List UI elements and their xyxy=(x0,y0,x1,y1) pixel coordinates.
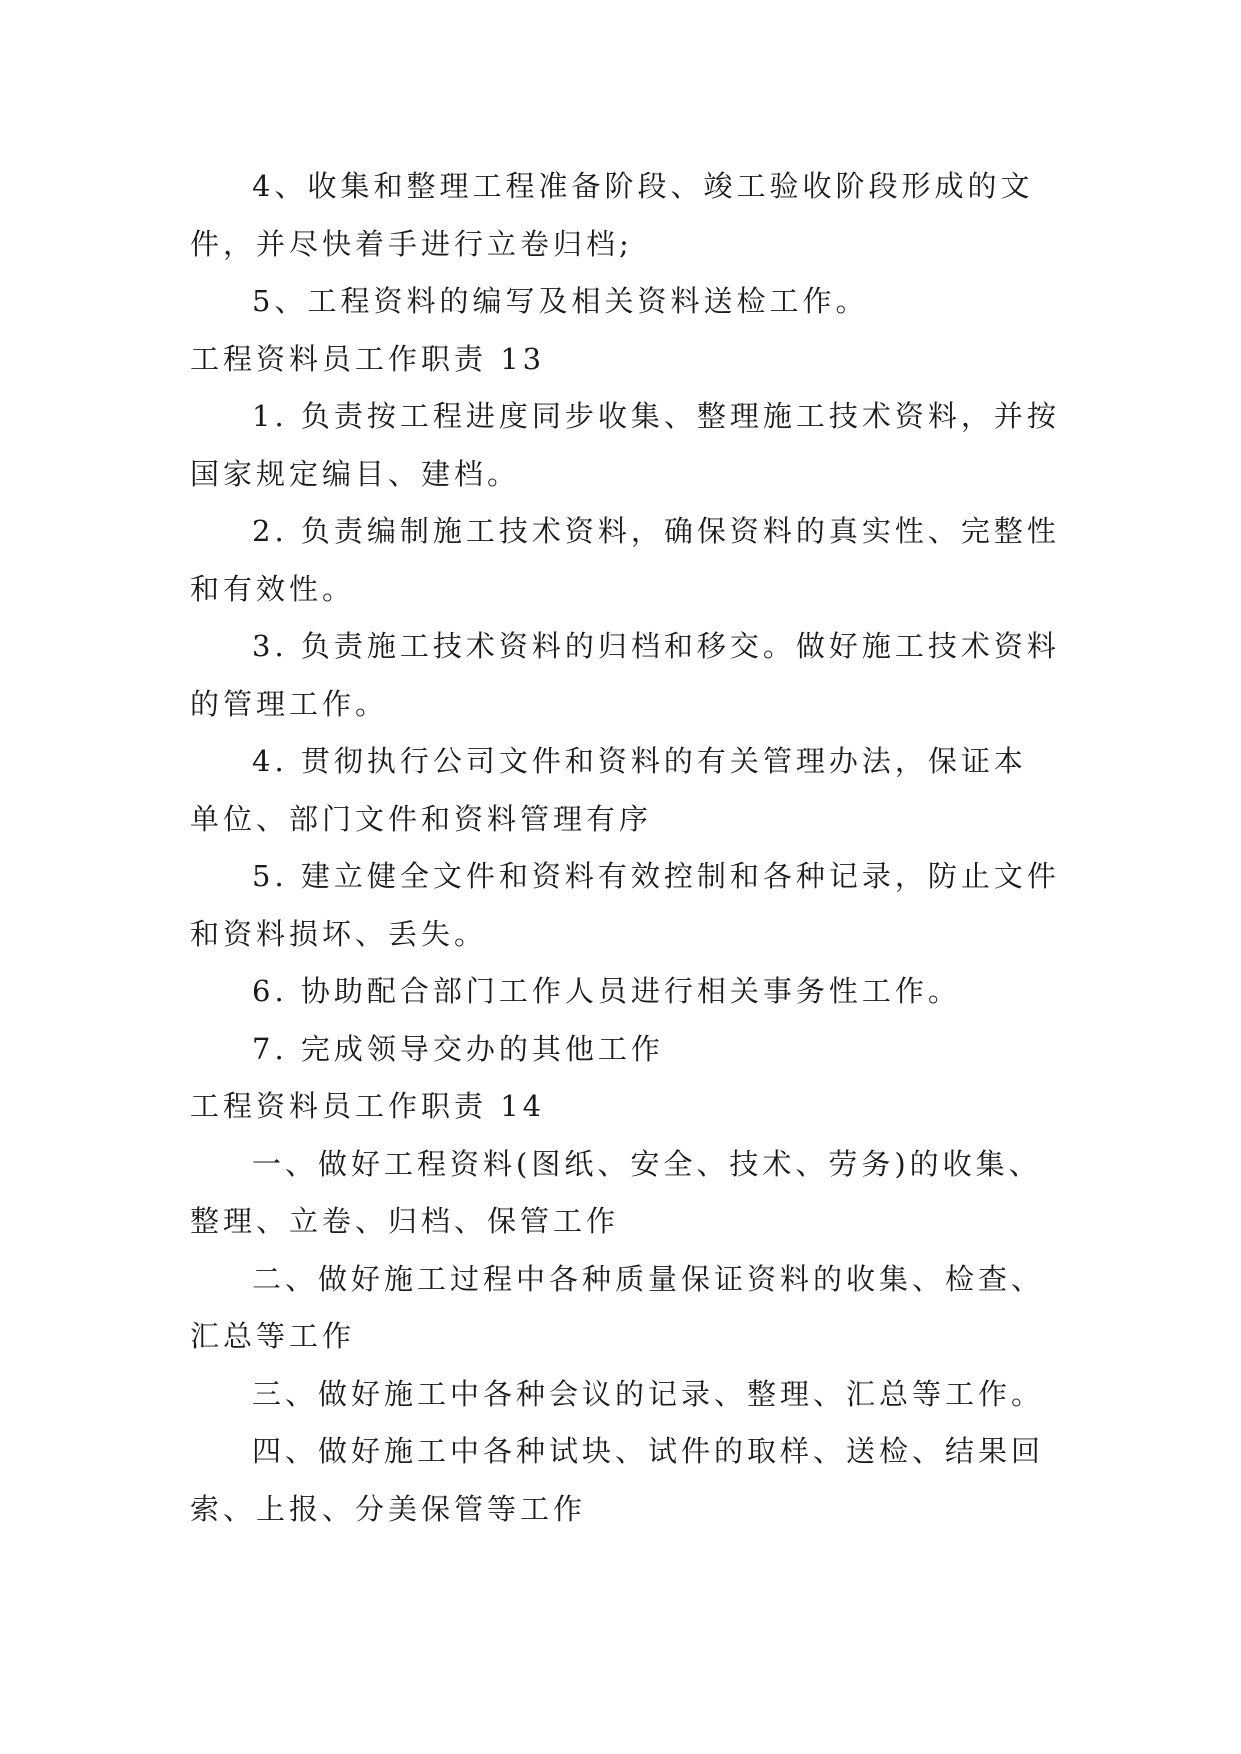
paragraph-line: 二、做好施工过程中各种质量保证资料的收集、检查、 xyxy=(252,1262,1045,1296)
section-heading: 工程资料员工作职责 13 xyxy=(190,342,546,376)
paragraph-line: 一、做好工程资料(图纸、安全、技术、劳务)的收集、 xyxy=(252,1147,1042,1181)
section-heading: 工程资料员工作职责 14 xyxy=(190,1089,546,1123)
paragraph-line: 四、做好施工中各种试块、试件的取样、送检、结果回 xyxy=(252,1434,1045,1468)
paragraph-line: 汇总等工作 xyxy=(190,1319,356,1353)
paragraph-line: 和资料损坏、丢失。 xyxy=(190,917,488,951)
paragraph-line: 三、做好施工中各种会议的记录、整理、汇总等工作。 xyxy=(252,1377,1045,1411)
paragraph-line: 国家规定编目、建档。 xyxy=(190,457,521,491)
paragraph-line: 3. 负责施工技术资料的归档和移交。做好施工技术资料 xyxy=(252,629,1060,663)
paragraph-line: 和有效性。 xyxy=(190,572,356,606)
paragraph-line: 5、工程资料的编写及相关资料送检工作。 xyxy=(252,284,869,318)
paragraph-line: 1. 负责按工程进度同步收集、整理施工技术资料，并按 xyxy=(252,399,1060,433)
paragraph-line: 4、收集和整理工程准备阶段、竣工验收阶段形成的文 xyxy=(252,169,1034,203)
paragraph-line: 索、上报、分美保管等工作 xyxy=(190,1492,587,1526)
paragraph-line: 单位、部门文件和资料管理有序 xyxy=(190,802,653,836)
paragraph-line: 的管理工作。 xyxy=(190,687,389,721)
paragraph-line: 整理、立卷、归档、保管工作 xyxy=(190,1204,620,1238)
paragraph-line: 5. 建立健全文件和资料有效控制和各种记录，防止文件 xyxy=(252,859,1060,893)
paragraph-line: 件，并尽快着手进行立卷归档; xyxy=(190,227,633,261)
paragraph-line: 6. 协助配合部门工作人员进行相关事务性工作。 xyxy=(252,974,961,1008)
paragraph-line: 2. 负责编制施工技术资料，确保资料的真实性、完整性 xyxy=(252,514,1060,548)
paragraph-line: 7. 完成领导交办的其他工作 xyxy=(252,1032,664,1066)
paragraph-line: 4. 贯彻执行公司文件和资料的有关管理办法，保证本 xyxy=(252,744,1027,778)
